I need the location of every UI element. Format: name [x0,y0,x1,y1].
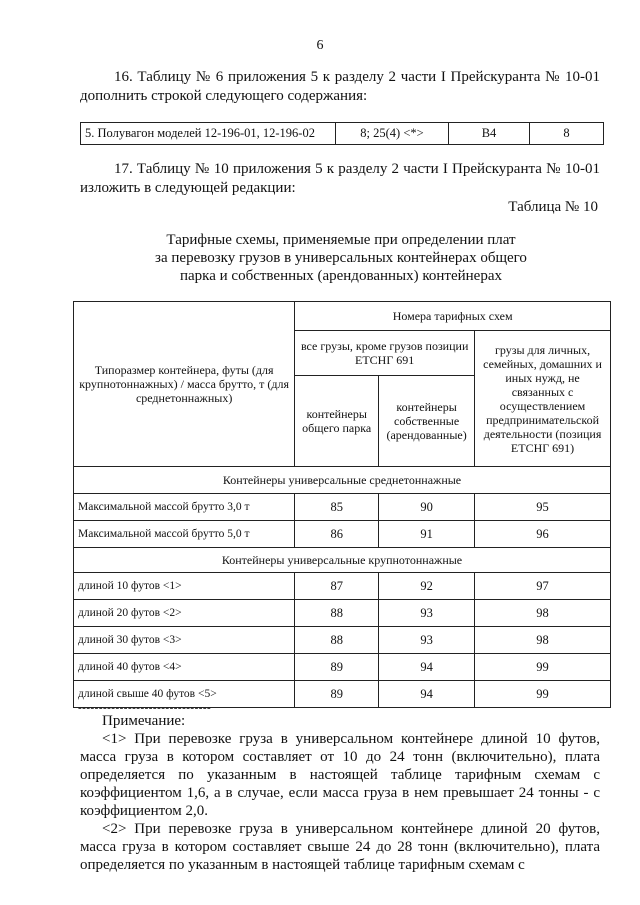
row-value-own: 92 [379,573,475,600]
row-value-own: 90 [379,494,475,521]
table-row [74,573,611,600]
added-row-code: В4 [449,123,530,145]
row-label: длиной 20 футов <2> [74,600,295,627]
row-value-personal: 96 [475,521,611,548]
row-value-own: 93 [379,627,475,654]
header-scheme-numbers: Номера тарифных схем [295,302,611,331]
header-all-cargo: все грузы, кроме грузов позиции ЕТСНГ 691 [295,331,475,376]
row-value-personal: 95 [475,494,611,521]
row-value-personal: 98 [475,627,611,654]
table-row [74,600,611,627]
added-row-table [80,122,604,145]
row-value-common: 87 [295,573,379,600]
header-container-type: Типоразмер контейнера, футы (для крупнотоннажных) / масса брутто, т (для среднетоннажных) [74,302,295,467]
row-value-personal: 99 [475,681,611,708]
row-value-common: 88 [295,627,379,654]
table-header-row [74,302,611,331]
item-17-paragraph: 17. Таблицу № 10 приложения 5 к разделу 2 части I Прейскуранта № 10-01 изложить в следующей редакции: [80,161,600,196]
note-1: <1> При перевозке груза в универсальном контейнере длиной 10 футов, масса груза в котором составляет от 10 до 24 тонн (включительно), плата определяется по указанным в настоящей таблице тарифным схемам с коэффициентом 1,6, а в случае, если масса груза в нем превышает 24 тонны - с коэффициентом 2,0. [80,731,600,819]
row-label: длиной 40 футов <4> [74,654,295,681]
table-caption [80,231,602,285]
table-row [74,494,611,521]
footnote-separator: -------------------------------- [78,702,212,714]
added-row-scheme: 8; 25(4) <*> [336,123,449,145]
section-row [74,548,611,573]
header-personal-cargo: грузы для личных, семейных, домашних и иных нужд, не связанных с осуществлением предпринимательской деятельности (позиция ЕТСНГ 691) [475,331,611,467]
row-value-common: 85 [295,494,379,521]
row-label: длиной 30 футов <3> [74,627,295,654]
row-value-personal: 98 [475,600,611,627]
row-value-own: 91 [379,521,475,548]
row-value-common: 89 [295,681,379,708]
row-label: длиной 10 футов <1> [74,573,295,600]
row-value-common: 88 [295,600,379,627]
added-row-number: 8 [530,123,604,145]
section-row [74,467,611,494]
section-large-title: Контейнеры универсальные крупнотоннажные [74,548,611,573]
header-common-park: контейнеры общего парка [295,376,379,467]
row-label: длиной свыше 40 футов <5> [74,681,295,708]
notes-block [80,712,600,874]
item-16-paragraph: 16. Таблицу № 6 приложения 5 к разделу 2 части I Прейскуранта № 10-01 дополнить строкой следующего содержания: [80,69,600,104]
row-label: Максимальной массой брутто 5,0 т [74,521,295,548]
caption-line: Тарифные схемы, применяемые при определении плат [166,232,516,248]
caption-line: парка и собственных (арендованных) контейнерах [180,268,502,284]
tariff-schemes-table [73,301,611,708]
note-2: <2> При перевозке груза в универсальном контейнере длиной 20 футов, масса груза в котором составляет свыше 24 до 28 тонн (включительно), плата определяется по указанным в настоящей таблице тарифным схемам с [80,821,600,873]
row-value-own: 94 [379,681,475,708]
row-value-common: 86 [295,521,379,548]
row-value-personal: 99 [475,654,611,681]
table-label: Таблица № 10 [508,199,598,215]
table-row [81,123,604,145]
caption-line: за перевозку грузов в универсальных контейнерах общего [155,250,527,266]
notes-title: Примечание: [102,713,186,729]
page-number: 6 [316,38,324,53]
row-value-personal: 97 [475,573,611,600]
row-value-own: 94 [379,654,475,681]
table-row [74,627,611,654]
added-row-description: 5. Полувагон моделей 12-196-01, 12-196-02 [81,123,336,145]
table-row [74,521,611,548]
row-value-common: 89 [295,654,379,681]
row-label: Максимальной массой брутто 3,0 т [74,494,295,521]
row-value-own: 93 [379,600,475,627]
table-row [74,654,611,681]
header-own-containers: контейнеры собственные (арендованные) [379,376,475,467]
section-medium-title: Контейнеры универсальные среднетоннажные [74,467,611,494]
